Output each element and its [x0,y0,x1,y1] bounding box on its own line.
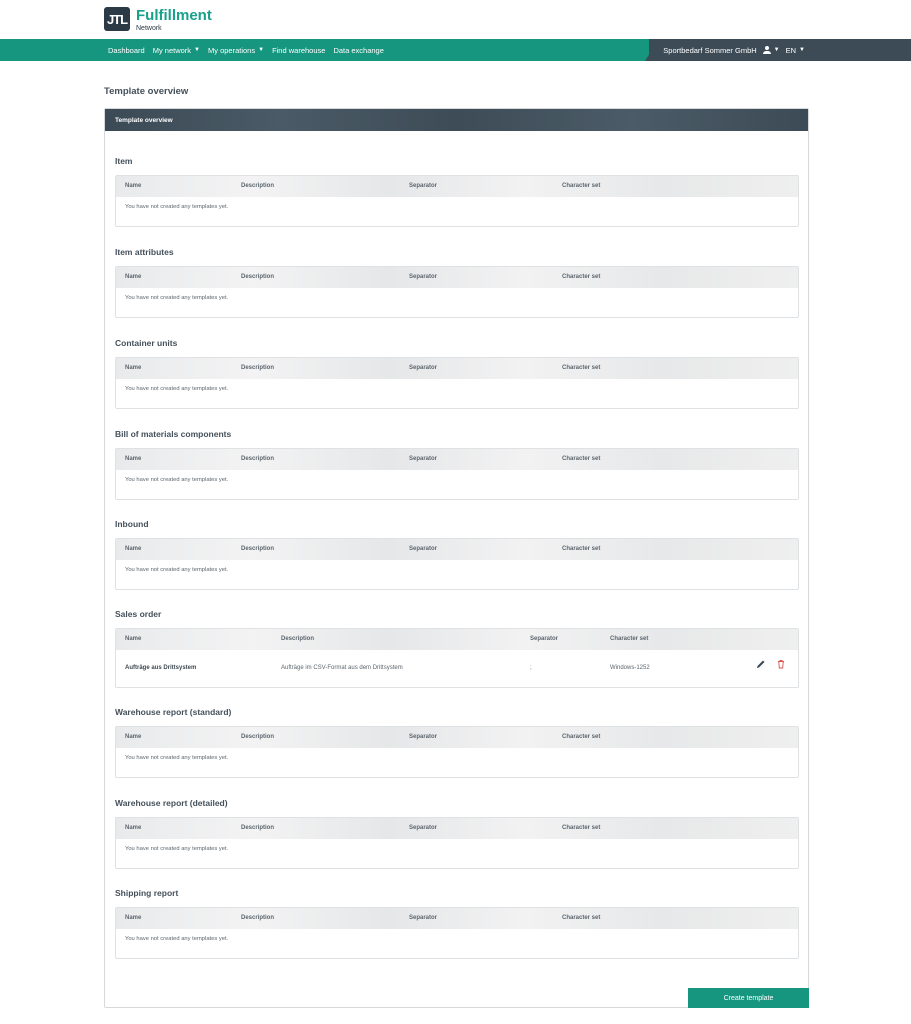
template-table [115,726,799,778]
chevron-down-icon: ▼ [194,47,200,53]
table-header [116,176,798,197]
column-header-charset: Character set [562,274,601,280]
create-template-button[interactable]: Create template [688,988,809,1008]
section-title: Warehouse report (standard) [115,707,232,717]
table-body [116,929,798,958]
template-section [115,608,799,688]
empty-message: You have not created any templates yet. [125,386,229,392]
column-header-name: Name [125,825,142,831]
section-title: Warehouse report (detailed) [115,798,228,808]
column-header-description: Description [241,825,275,831]
empty-message: You have not created any templates yet. [125,936,229,942]
table-header [116,267,798,288]
column-header-description: Description [241,734,275,740]
column-header-name: Name [125,734,142,740]
chevron-down-icon: ▼ [799,47,805,53]
empty-message: You have not created any templates yet. [125,755,229,761]
template-table [115,907,799,959]
template-table [115,175,799,227]
logo-title: Fulfillment [136,6,212,24]
table-header [116,908,798,929]
template-section [115,797,799,869]
language-label: EN [785,45,797,55]
pencil-icon[interactable] [756,650,766,660]
template-section [115,246,799,318]
column-header-charset: Character set [562,734,601,740]
column-header-separator: Separator [409,274,438,280]
nav-item-label: Dashboard [108,45,145,55]
column-header-charset: Character set [562,546,601,552]
page-title: Template overview [104,86,189,97]
section-title: Container units [115,338,178,348]
column-header-name: Name [125,636,142,642]
trash-icon[interactable] [776,650,786,660]
chevron-down-icon: ▼ [773,47,780,53]
brand-logo[interactable] [104,7,212,31]
column-header-separator: Separator [409,456,438,462]
chevron-down-icon: ▼ [258,47,265,53]
template-section [115,155,799,227]
nav-item-my-network[interactable] [153,46,200,55]
column-header-charset: Character set [562,456,601,462]
nav-item-label: My operations [208,45,256,55]
table-body [116,197,798,226]
table-header [116,539,798,560]
user-menu[interactable] [763,46,780,54]
table-body [116,470,798,499]
logo-mark: JTL [104,7,130,31]
template-table [115,628,799,688]
cell-description: Aufträge im CSV-Format aus dem Drittsystem [281,665,403,671]
table-header [116,358,798,379]
cell-name: Aufträge aus Drittsystem [125,665,197,671]
empty-message: You have not created any templates yet. [125,204,229,210]
column-header-description: Description [241,274,275,280]
template-table [115,357,799,409]
column-header-charset: Character set [562,183,601,189]
column-header-separator: Separator [409,915,438,921]
column-header-separator: Separator [409,365,438,371]
column-header-description: Description [241,456,275,462]
template-overview-card [104,108,809,1008]
template-section [115,887,799,959]
template-section [115,337,799,409]
template-table [115,538,799,590]
section-title: Inbound [115,519,149,529]
column-header-description: Description [241,915,275,921]
column-header-name: Name [125,546,142,552]
column-header-description: Description [241,183,275,189]
column-header-separator: Separator [409,825,438,831]
nav-item-find-warehouse[interactable] [272,46,325,55]
column-header-description: Description [241,365,275,371]
column-header-name: Name [125,915,142,921]
logo-subtitle: Network [136,24,162,32]
user-icon [763,46,771,54]
cell-charset: Windows-1252 [610,665,650,671]
nav-item-data-exchange[interactable] [333,46,383,55]
empty-message: You have not created any templates yet. [125,567,229,573]
column-header-charset: Character set [562,825,601,831]
column-header-name: Name [125,365,142,371]
section-title: Bill of materials components [115,429,232,439]
main-navbar [0,39,911,61]
empty-message: You have not created any templates yet. [125,846,229,852]
column-header-charset: Character set [562,365,601,371]
nav-item-my-operations[interactable] [208,46,264,55]
column-header-name: Name [125,183,142,189]
template-section [115,428,799,500]
nav-item-label: Find warehouse [272,45,326,55]
table-row[interactable] [116,650,798,687]
language-select[interactable] [786,46,805,55]
table-header [116,727,798,748]
section-title: Item attributes [115,247,174,257]
table-body [116,839,798,868]
column-header-description: Description [241,546,275,552]
column-header-charset: Character set [562,915,601,921]
template-table [115,817,799,869]
table-header [116,449,798,470]
column-header-separator: Separator [409,183,438,189]
company-name[interactable]: Sportbedarf Sommer GmbH [663,45,757,55]
nav-item-label: My network [152,45,192,55]
section-title: Shipping report [115,888,179,898]
column-header-name: Name [125,456,142,462]
table-body [116,379,798,408]
template-table [115,448,799,500]
section-title: Item [115,156,133,166]
nav-item-label: Data exchange [333,45,384,55]
table-header [116,818,798,839]
section-title: Sales order [115,609,162,619]
cell-separator: ; [530,665,532,671]
column-header-charset: Character set [610,636,649,642]
template-section [115,706,799,778]
empty-message: You have not created any templates yet. [125,477,229,483]
column-header-description: Description [281,636,315,642]
column-header-name: Name [125,274,142,280]
table-header [116,629,798,650]
template-table [115,266,799,318]
empty-message: You have not created any templates yet. [125,295,229,301]
column-header-separator: Separator [530,636,559,642]
table-body [116,748,798,777]
table-body [116,288,798,317]
template-section [115,518,799,590]
nav-item-dashboard[interactable] [108,46,145,55]
column-header-separator: Separator [409,546,438,552]
table-body [116,560,798,589]
card-header: Template overview [105,109,808,131]
column-header-separator: Separator [409,734,438,740]
